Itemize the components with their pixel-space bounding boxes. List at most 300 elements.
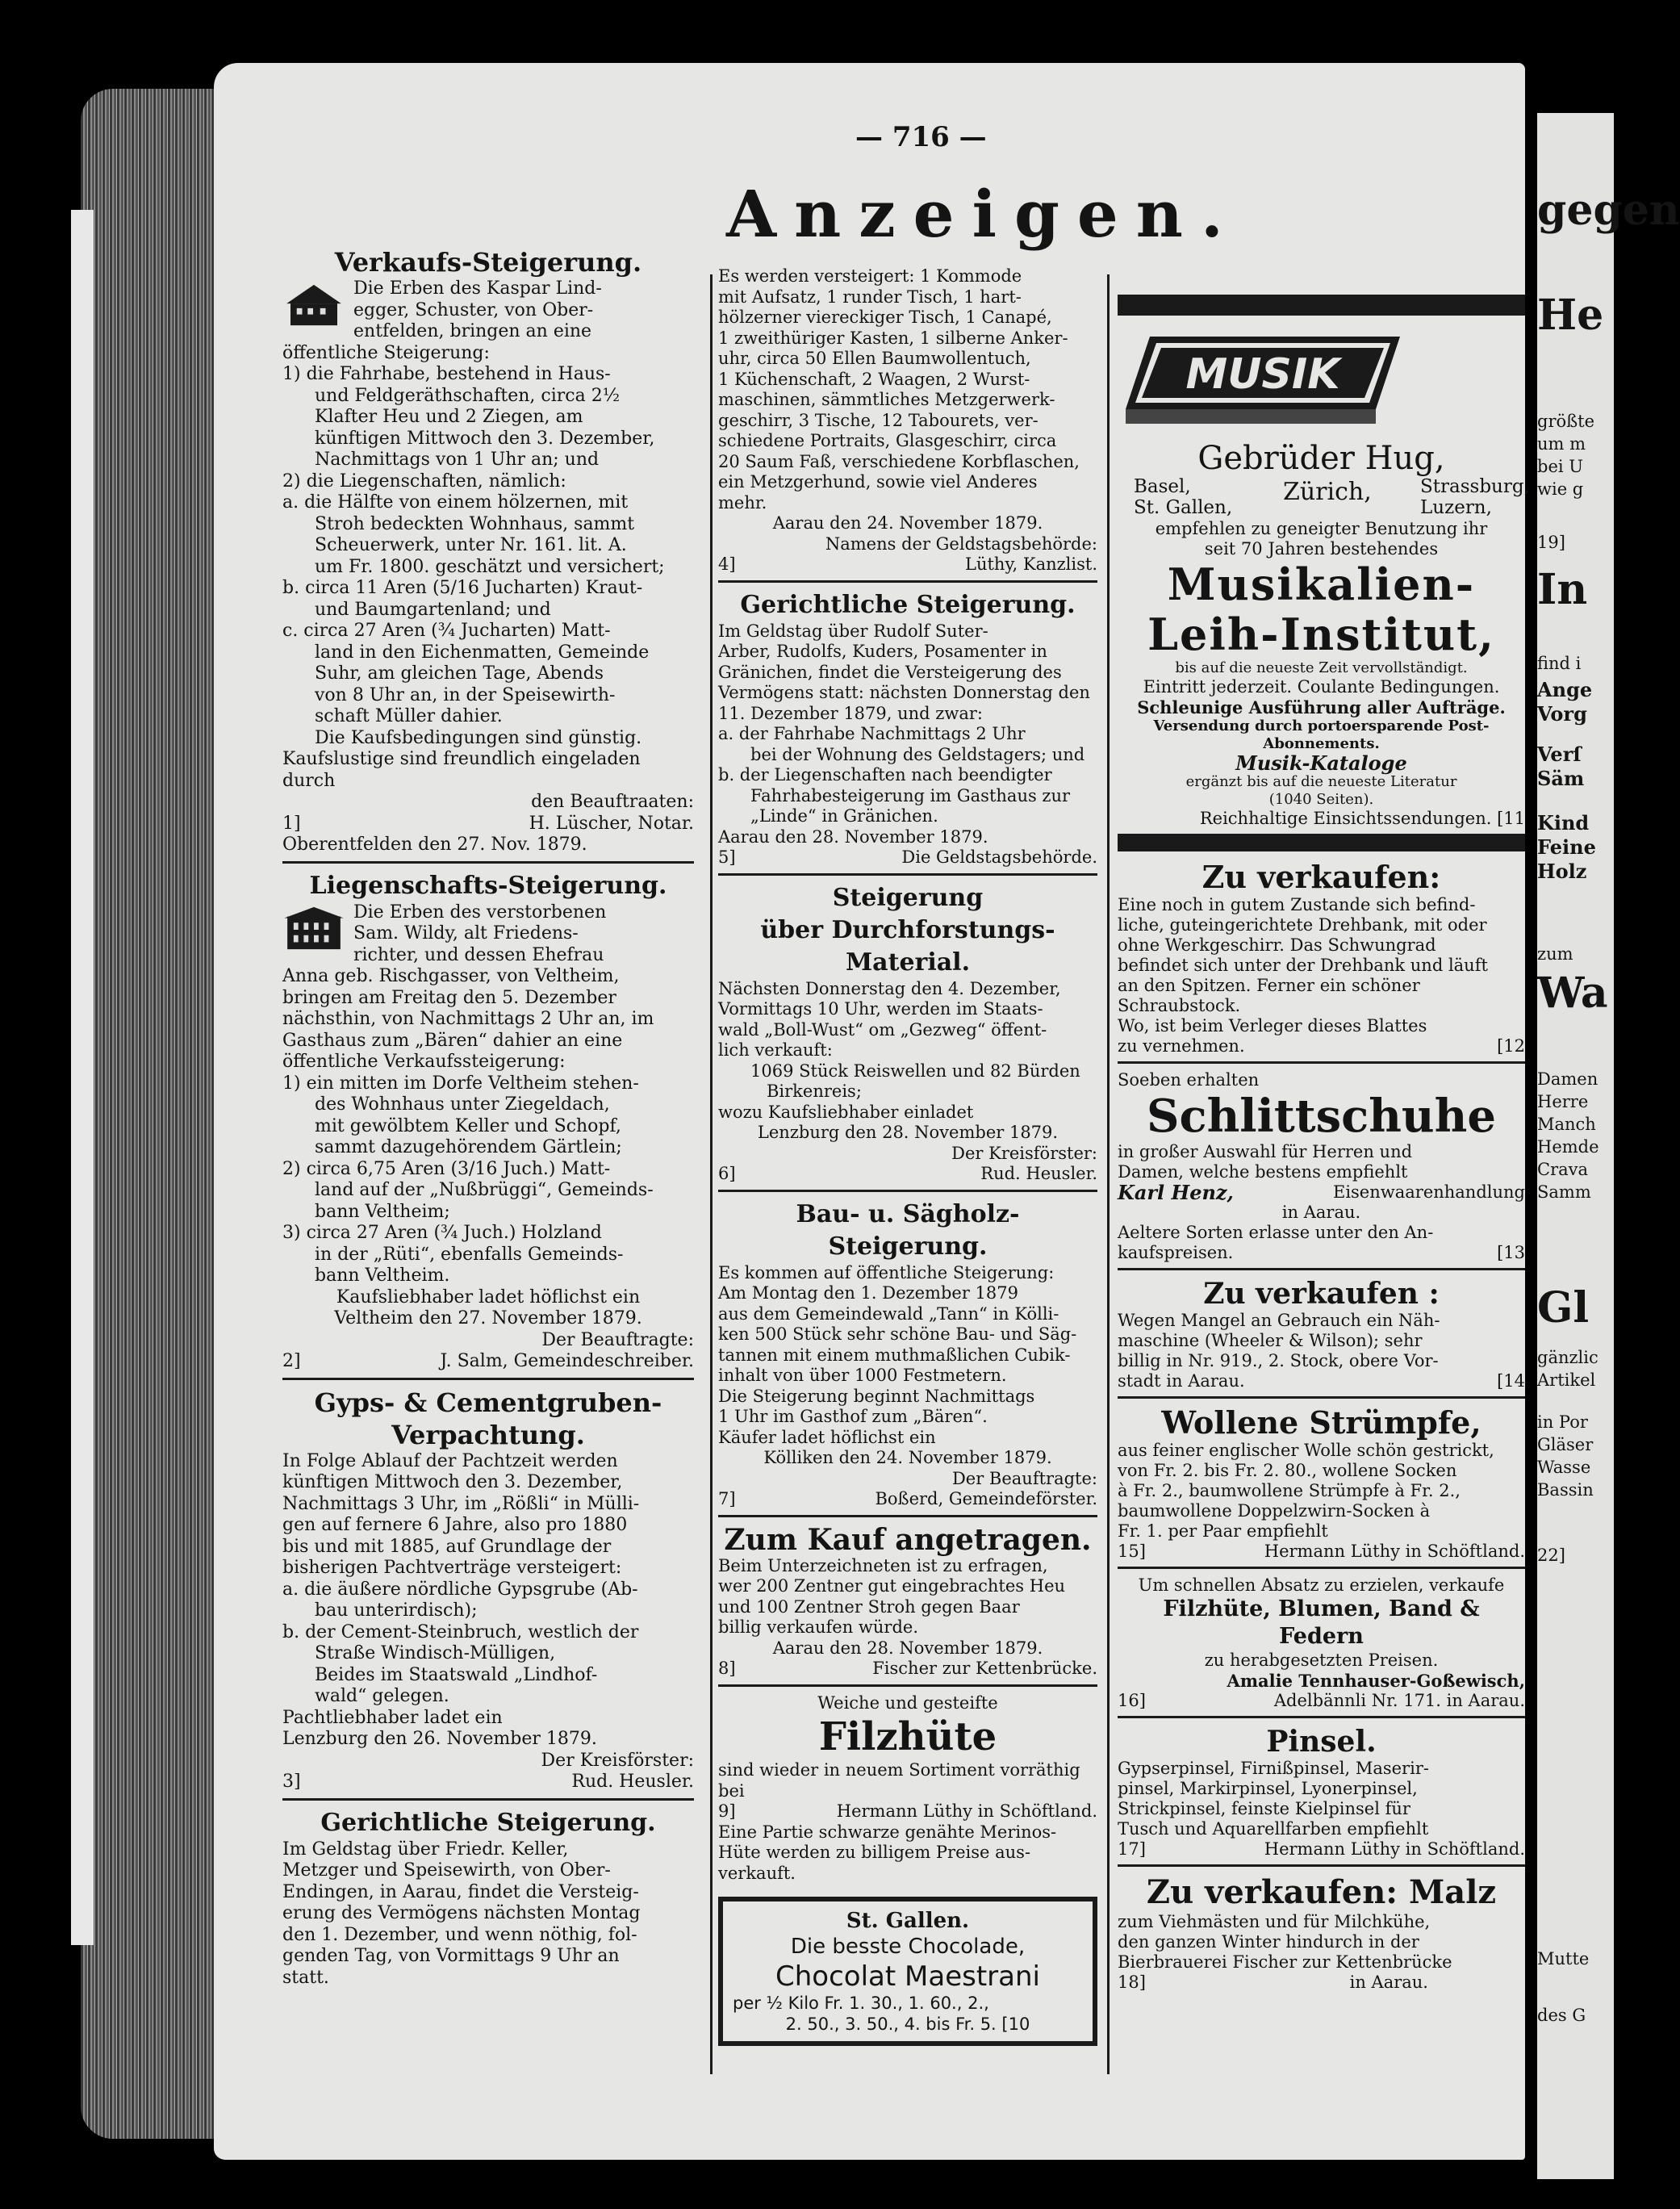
advert-number: 17] xyxy=(1118,1839,1146,1859)
city: St. Gallen, xyxy=(1134,497,1233,518)
text-line: Wo, ist beim Verleger dieses Blattes xyxy=(1118,1016,1427,1035)
text-line: bringen am Freitag den 5. Dezember xyxy=(282,987,616,1008)
adjacent-text: größte xyxy=(1537,412,1595,431)
text-line: Es werden versteigert: 1 Kommode xyxy=(718,266,1022,286)
text-line: Vormittags 10 Uhr, werden im Staats- xyxy=(718,999,1043,1019)
advert-title: St. Gallen. xyxy=(846,1909,970,1933)
text-line: Aarau den 28. November 1879. xyxy=(718,826,988,847)
advert-divider xyxy=(1118,1061,1525,1064)
adjacent-text: Manch xyxy=(1537,1115,1596,1134)
text-line: seit 70 Jahren bestehendes xyxy=(1204,539,1439,559)
text-line: billig verkaufen würde. xyxy=(718,1617,919,1637)
advert-divider xyxy=(1118,1716,1525,1718)
advert xyxy=(282,246,694,856)
text-line: um Fr. 1800. geschätzt und versichert; xyxy=(315,556,665,577)
text-line: bis auf die neueste Zeit vervollständigt. xyxy=(1175,659,1468,676)
adjacent-text: 19] xyxy=(1537,533,1565,552)
advert xyxy=(1118,1277,1525,1391)
text-line: Käufer ladet höflichst ein xyxy=(718,1427,936,1447)
text-line: Der Kreisförster: xyxy=(951,1143,1097,1163)
text-line: Arber, Rudolfs, Kuders, Posamenter in xyxy=(718,642,1047,661)
headline: Leih-Institut, xyxy=(1147,609,1495,660)
text-line: 1 zweithüriger Kasten, 1 silberne Anker- xyxy=(718,328,1068,348)
text-line: 11. Dezember 1879, und zwar: xyxy=(718,703,983,723)
text-line: Am Montag den 1. Dezember 1879 xyxy=(718,1283,1018,1303)
advert-title: über Durchforstungs-Material. xyxy=(760,915,1055,977)
merchant-name: Karl Henz, xyxy=(1118,1181,1234,1204)
adjacent-text: des G xyxy=(1537,2006,1586,2025)
text-line: bei xyxy=(718,1780,745,1801)
text-line: Oberentfelden den 27. Nov. 1879. xyxy=(282,835,587,855)
decorative-bar xyxy=(1118,834,1525,851)
adjacent-text: Verſ xyxy=(1537,743,1582,766)
column-divider xyxy=(710,274,713,2074)
text-line: ken 500 Stück sehr schöne Bau- und Säg- xyxy=(718,1324,1077,1344)
text-line: Nachmittags 3 Uhr, im „Rößli“ in Mülli- xyxy=(282,1493,640,1514)
city: Strassburg, xyxy=(1420,476,1530,497)
advert xyxy=(282,1387,694,1793)
text-line: mit Aufsatz, 1 runder Tisch, 1 hart- xyxy=(718,287,1022,307)
text-line: ergänzt bis auf die neueste Literatur xyxy=(1185,773,1457,790)
text-line: und Feldgeräthschaften, circa 2½ xyxy=(315,385,621,406)
text-line: Eine noch in gutem Zustande sich befind- xyxy=(1118,895,1476,914)
text-line: 1069 Stück Reiswellen und 82 Bürden xyxy=(750,1061,1080,1081)
text-line: maschine (Wheeler & Wilson); sehr xyxy=(1118,1331,1423,1350)
text-line: sammt dazugehörendem Gärtlein; xyxy=(315,1137,622,1157)
text-line: Gränichen, findet die Versteigerung des xyxy=(718,662,1062,682)
column-1 xyxy=(282,246,694,1989)
adjacent-text: find i xyxy=(1537,654,1582,673)
advert xyxy=(718,1199,1097,1510)
advert-number: 1] xyxy=(282,813,301,834)
page-number: — 716 — xyxy=(855,121,987,153)
advert xyxy=(282,1807,694,1989)
text-line: liche, guteingerichtete Drehbank, mit oder xyxy=(1118,915,1487,935)
adjacent-text: Ange xyxy=(1537,678,1593,701)
advert-divider xyxy=(718,873,1097,876)
page-title: Anzeigen. xyxy=(726,176,1241,252)
adjacent-text: Samm xyxy=(1537,1182,1591,1202)
text-line: erung des Vermögens nächsten Montag xyxy=(282,1903,641,1923)
adjacent-text: Herre xyxy=(1537,1092,1589,1111)
text-line: Kaufsliebhaber ladet höflichst ein xyxy=(336,1286,641,1307)
text-line: b. circa 11 Aren (5/16 Jucharten) Kraut- xyxy=(282,578,643,598)
advert xyxy=(1118,1070,1525,1263)
text-line: bisherigen Pachtverträge versteigert: xyxy=(282,1558,622,1578)
text-line: aus dem Gemeindewald „Tann“ in Kölli- xyxy=(718,1303,1059,1324)
text-line: Scheuerwerk, unter Nr. 161. lit. A. xyxy=(315,535,627,555)
text-line: durch xyxy=(282,770,336,791)
advert-divider xyxy=(1118,1567,1525,1569)
signature: Rud. Heusler. xyxy=(571,1772,694,1792)
text-line: 1 Uhr im Gasthof zum „Bären“. xyxy=(718,1407,988,1426)
text-line: genden Tag, von Vormittags 9 Uhr an xyxy=(282,1946,620,1966)
signature: J. Salm, Gemeindeschreiber. xyxy=(440,1351,694,1371)
text-line: Fr. 1. per Paar empfiehlt xyxy=(1118,1521,1328,1541)
adjacent-text: um m xyxy=(1537,434,1586,454)
advert-number: 18] xyxy=(1118,1973,1146,1992)
signature: Hermann Lüthy in Schöftland. xyxy=(1264,1839,1525,1859)
text-line: geschirr, 3 Tische, 12 Tabourets, ver- xyxy=(718,410,1039,430)
advert-title: Zu verkaufen : xyxy=(1203,1277,1440,1311)
text-line: richter, und dessen Ehefrau xyxy=(353,944,604,965)
music-logo-text: MUSIK xyxy=(1185,350,1340,399)
text-line: Beides im Staatswald „Lindhof- xyxy=(315,1664,598,1685)
text-line: land in den Eichenmatten, Gemeinde xyxy=(315,642,650,663)
advert-title: Wollene Strümpfe, xyxy=(1161,1404,1481,1441)
text-line: Tusch und Aquarellfarben empfiehlt xyxy=(1118,1819,1429,1839)
advert-number: 4] xyxy=(718,554,736,574)
text-line: Versendung durch portoersparende Post-Abonnements. xyxy=(1153,718,1490,752)
brand-name: Chocolat Maestrani xyxy=(775,1960,1040,1993)
text-line: Stroh bedeckten Wohnhaus, sammt xyxy=(315,513,635,534)
text-line: bann Veltheim; xyxy=(315,1201,450,1222)
adjacent-text: gänzlic xyxy=(1537,1348,1599,1367)
text-line: Bierbrauerei Fischer zur Kettenbrücke xyxy=(1118,1952,1452,1972)
text-line: inhalt von über 1000 Festmetern. xyxy=(718,1366,1007,1385)
text-line: Musik-Kataloge xyxy=(1235,751,1407,775)
advert-divider xyxy=(1118,1864,1525,1867)
text-line: von 8 Uhr an, in der Speisewirth- xyxy=(315,684,616,705)
adjacent-text: Crava xyxy=(1537,1160,1589,1179)
adjacent-page xyxy=(1537,113,1680,2179)
text-line: Nachmittags von 1 Uhr an; und xyxy=(315,450,600,470)
advert-divider xyxy=(282,861,694,864)
text-line: Eintritt jederzeit. Coulante Bedingungen. xyxy=(1143,677,1500,697)
text-line: ohne Werkgeschirr. Das Schwungrad xyxy=(1118,935,1436,955)
signature: Adelbännli Nr. 171. in Aarau. xyxy=(1273,1691,1525,1710)
advert-divider xyxy=(282,1798,694,1801)
text-line: Endingen, in Aarau, findet die Versteig- xyxy=(282,1881,639,1902)
adjacent-text: Bassin xyxy=(1537,1480,1594,1500)
city: Zürich, xyxy=(1283,478,1372,506)
text-line: Die Kaufsbedingungen sind günstig. xyxy=(315,727,642,748)
advert-number: 3] xyxy=(282,1772,301,1792)
text-line: 2. 50., 3. 50., 4. bis Fr. 5. [10 xyxy=(785,2014,1030,2034)
text-line: wald „Boll-Wust“ om „Gezweg“ öffent- xyxy=(718,1019,1047,1040)
text-line: Veltheim den 27. November 1879. xyxy=(334,1308,642,1328)
column-3 xyxy=(1118,295,1530,1993)
text-line: a. der Fahrhabe Nachmittags 2 Uhr xyxy=(718,724,1026,743)
text-line: Amalie Tennhauser-Goßewisch, xyxy=(1227,1671,1525,1691)
text-line: Gasthaus zum „Bären“ dahier an eine xyxy=(282,1030,623,1051)
text-line: Soeben erhalten xyxy=(1118,1070,1260,1090)
adjacent-text: gegen xyxy=(1537,186,1680,235)
advert xyxy=(1118,295,1530,851)
text-line: künftigen Mittwoch den 3. Dezember, xyxy=(282,1472,623,1492)
text-line: stadt in Aarau. xyxy=(1118,1371,1245,1391)
adjacent-text: Vorg xyxy=(1537,702,1587,726)
advert-number: 9] xyxy=(718,1801,736,1821)
text-line: 1) ein mitten im Dorfe Veltheim stehen- xyxy=(282,1073,639,1094)
advert-title: Pinsel. xyxy=(1266,1725,1377,1759)
text-line: 1 Küchenschaft, 2 Waagen, 2 Wurst- xyxy=(718,369,1030,389)
signature: Boßerd, Gemeindeförster. xyxy=(875,1489,1097,1508)
adjacent-text: Hemde xyxy=(1537,1137,1599,1157)
advert-number: [13 xyxy=(1497,1243,1525,1262)
text-line: Wegen Mangel an Gebrauch ein Näh- xyxy=(1118,1311,1440,1330)
text-line: Vermögens statt: nächsten Donnerstag den xyxy=(718,683,1090,702)
advert-number: 5] xyxy=(718,847,736,867)
adjacent-text: Feine xyxy=(1537,835,1596,859)
text-line: Metzger und Speisewirth, von Ober- xyxy=(282,1860,611,1881)
book-edge xyxy=(81,89,218,2139)
music-logo xyxy=(1118,328,1408,429)
advert xyxy=(1118,1575,1525,1711)
text-line: b. der Liegenschaften nach beendigter xyxy=(718,765,1052,784)
text-line: Die Erben des Kaspar Lind- xyxy=(353,278,602,299)
adjacent-text: in Por xyxy=(1537,1412,1588,1432)
adjacent-text: bei U xyxy=(1537,457,1583,476)
text-line: (1040 Seiten). xyxy=(1268,791,1374,808)
advert-divider xyxy=(282,1378,694,1380)
chocolate-advert xyxy=(718,1897,1097,2046)
advert-number: 15] xyxy=(1118,1542,1146,1561)
text-line: Hüte werden zu billigem Preise aus- xyxy=(718,1843,1031,1862)
headline: Musikalien- xyxy=(1167,559,1476,610)
text-line: Eisenwaarenhandlung xyxy=(1332,1182,1525,1202)
text-line: land auf der „Nußbrüggi“, Gemeinds- xyxy=(315,1180,654,1200)
text-line: mehr. xyxy=(718,492,767,513)
text-line: Die Erben des verstorbenen xyxy=(353,902,607,923)
city: Basel, xyxy=(1134,476,1191,497)
text-line: billig in Nr. 919., 2. Stock, obere Vor- xyxy=(1118,1351,1439,1370)
adjacent-text: Gläser xyxy=(1537,1435,1594,1454)
adjacent-text: wie g xyxy=(1537,479,1584,499)
text-line: Lenzburg den 26. November 1879. xyxy=(282,1729,597,1749)
text-line: Kölliken den 24. November 1879. xyxy=(763,1448,1052,1467)
text-line: in Aarau. xyxy=(1281,1203,1361,1222)
text-line: Aarau den 28. November 1879. xyxy=(772,1638,1043,1658)
text-line: wozu Kaufsliebhaber einladet xyxy=(718,1102,974,1122)
text-line: egger, Schuster, von Ober- xyxy=(353,299,594,320)
signature: Hermann Lüthy in Schöftland. xyxy=(836,1801,1097,1821)
text-line: Eine Partie schwarze genähte Merinos- xyxy=(718,1822,1057,1842)
text-line: und Baumgartenland; und xyxy=(315,599,551,620)
advert-title: Gyps- & Cementgruben- xyxy=(314,1387,662,1418)
text-line: Reichhaltige Einsichtssendungen. [11 xyxy=(1199,809,1525,828)
text-line: uhr, circa 50 Ellen Baumwollentuch, xyxy=(718,349,1031,368)
advert-divider xyxy=(718,1515,1097,1517)
text-line: den ganzen Winter hindurch in der xyxy=(1118,1932,1419,1952)
adjacent-text: Kind xyxy=(1537,811,1590,835)
text-line: wald“ gelegen. xyxy=(315,1686,449,1706)
text-line: wer 200 Zentner gut eingebrachtes Heu xyxy=(718,1576,1066,1596)
text-line: bis und mit 1885, auf Grundlage der xyxy=(282,1536,612,1557)
text-line: künftigen Mittwoch den 3. Dezember, xyxy=(315,428,655,449)
text-line: den 1. Dezember, und wenn nöthig, fol- xyxy=(282,1924,637,1945)
column-divider xyxy=(1107,274,1110,2074)
text-line: 20 Saum Faß, verschiedene Korbflaschen, xyxy=(718,451,1080,471)
house-illustration xyxy=(282,282,345,328)
advert-divider xyxy=(718,1684,1097,1687)
text-line: Der Beauftragte: xyxy=(541,1329,694,1350)
text-line: öffentliche Steigerung: xyxy=(282,342,490,363)
text-line: den Beauftraaten: xyxy=(531,792,694,812)
city: Luzern, xyxy=(1420,497,1492,518)
text-line: in großer Auswahl für Herren und xyxy=(1118,1142,1413,1161)
advert-divider xyxy=(718,1190,1097,1192)
adjacent-text: He xyxy=(1537,291,1604,340)
text-line: a. die Hälfte von einem hölzernen, mit xyxy=(282,492,629,513)
text-line: Suhr, am gleichen Tage, Abends xyxy=(315,663,604,684)
advert-title: Filzhüte xyxy=(818,1714,997,1759)
advert-title: Gerichtliche Steigerung. xyxy=(740,590,1076,619)
advert-title: Liegenschafts-Steigerung. xyxy=(309,871,667,900)
advert-title: Zu verkaufen: xyxy=(1201,859,1441,895)
adjacent-text: Gl xyxy=(1537,1283,1590,1333)
adjacent-text: Wasse xyxy=(1537,1458,1591,1477)
text-line: Lenzburg den 28. November 1879. xyxy=(757,1123,1059,1142)
text-line: öffentliche Verkaufssteigerung: xyxy=(282,1052,566,1072)
text-line: Kaufslustige sind freundlich eingeladen xyxy=(282,749,641,769)
adjacent-text: Säm xyxy=(1537,767,1585,790)
text-line: mit gewölbtem Keller und Schopf, xyxy=(315,1115,621,1136)
advert-number: [14 xyxy=(1497,1371,1525,1391)
advert xyxy=(1118,860,1525,1056)
text-line: Weiche und gesteifte xyxy=(817,1692,998,1713)
text-line: aus feiner englischer Wolle schön gestrickt, xyxy=(1118,1441,1494,1460)
text-line: Strickpinsel, feinste Kielpinsel für xyxy=(1118,1799,1410,1818)
advert-title: Verpachtung. xyxy=(391,1419,585,1450)
text-line: Die besste Chocolade, xyxy=(790,1935,1026,1959)
text-line: Fahrhabesteigerung im Gasthaus zur xyxy=(750,785,1071,805)
text-line: kaufspreisen. xyxy=(1118,1243,1234,1262)
signature: H. Lüscher, Notar. xyxy=(529,813,694,834)
advert-number: [12 xyxy=(1497,1036,1525,1056)
text-line: Pachtliebhaber ladet ein xyxy=(282,1707,503,1728)
text-line: bau unterirdisch); xyxy=(315,1600,478,1621)
advert xyxy=(718,266,1097,575)
text-line: tannen mit einem muthmaßlichen Cubik- xyxy=(718,1345,1071,1365)
decorative-bar xyxy=(1118,295,1525,316)
advert-number: 2] xyxy=(282,1351,301,1371)
text-line: baumwollene Doppelzwirn-Socken à xyxy=(1118,1501,1431,1521)
text-line: von Fr. 2. bis Fr. 2. 80., wollene Socken xyxy=(1118,1461,1457,1480)
text-line: befindet sich unter der Drehbank und läuft xyxy=(1118,956,1488,975)
advert-number: 7] xyxy=(718,1489,736,1508)
advert xyxy=(1118,1405,1525,1562)
advert-title: Bau- u. Sägholz-Steigerung. xyxy=(796,1199,1020,1261)
text-line: Im Geldstag über Rudolf Suter- xyxy=(718,621,988,641)
text-line: Nächsten Donnerstag den 4. Dezember, xyxy=(718,978,1061,998)
text-line: In Folge Ablauf der Pachtzeit werden xyxy=(282,1450,618,1471)
text-line: hölzerner viereckiger Tisch, 1 Canapé, xyxy=(718,308,1052,327)
city-list xyxy=(1118,476,1530,519)
column-2 xyxy=(718,266,1097,2046)
text-line: bann Veltheim. xyxy=(315,1266,450,1286)
advert-divider xyxy=(1118,1268,1525,1270)
advert-divider xyxy=(1118,1396,1525,1399)
text-line: Straße Windisch-Mülligen, xyxy=(315,1643,556,1663)
text-line: empfehlen zu geneigter Benutzung ihr xyxy=(1155,519,1488,538)
adjacent-text: Wa xyxy=(1537,969,1608,1018)
text-line: nächsthin, von Nachmittags 2 Uhr an, im xyxy=(282,1009,654,1029)
text-line: Der Kreisförster: xyxy=(541,1750,694,1771)
text-line: Aeltere Sorten erlasse unter den An- xyxy=(1118,1223,1434,1242)
signature: Fischer zur Kettenbrücke. xyxy=(872,1659,1097,1678)
adjacent-text: Artikel xyxy=(1537,1370,1596,1390)
signature: Die Geldstagsbehörde. xyxy=(901,847,1097,867)
text-line: entfelden, bringen an eine xyxy=(353,321,592,341)
text-line: und 100 Zentner Stroh gegen Baar xyxy=(718,1596,1020,1617)
advert xyxy=(282,870,694,1373)
text-line: Die Steigerung beginnt Nachmittags xyxy=(718,1386,1035,1406)
text-line: zu herabgesetzten Preisen. xyxy=(1204,1650,1439,1670)
text-line: sind wieder in neuem Sortiment vorräthig xyxy=(718,1760,1080,1780)
text-line: gen auf fernere 6 Jahre, also pro 1880 xyxy=(282,1515,628,1535)
text-line: Aarau den 24. November 1879. xyxy=(772,513,1043,533)
text-line: statt. xyxy=(282,1967,329,1988)
advert-number: 8] xyxy=(718,1659,736,1678)
text-line: 2) die Liegenschaften, nämlich: xyxy=(282,471,566,492)
advert xyxy=(1118,1725,1525,1860)
text-line: in Aarau. xyxy=(1349,1973,1428,1992)
text-line: bei der Wohnung des Geldstagers; und xyxy=(750,744,1085,764)
text-line: Der Beauftragte: xyxy=(951,1468,1097,1488)
text-line: Im Geldstag über Friedr. Keller, xyxy=(282,1839,569,1860)
text-line: „Linde“ in Gränichen. xyxy=(750,806,938,826)
advert-title: Verkaufs-Steigerung. xyxy=(334,247,642,278)
advert-title: Gerichtliche Steigerung. xyxy=(320,1808,656,1837)
company-name: Gebrüder Hug, xyxy=(1197,440,1445,477)
text-line: Damen, welche bestens empfiehlt xyxy=(1118,1162,1408,1182)
text-line: lich verkauft: xyxy=(718,1040,833,1060)
text-line: Gypserpinsel, Firnißpinsel, Maserir- xyxy=(1118,1759,1429,1778)
advert-title: Zu verkaufen: Malz xyxy=(1146,1873,1497,1911)
text-line: in der „Rüti“, ebenfalls Gemeinds- xyxy=(315,1244,624,1265)
text-line: à Fr. 2., baumwollene Strümpfe à Fr. 2., xyxy=(1118,1481,1461,1500)
text-line: pinsel, Markirpinsel, Lyonerpinsel, xyxy=(1118,1779,1418,1798)
signature: Lüthy, Kanzlist. xyxy=(965,554,1097,574)
text-line: Sam. Wildy, alt Friedens- xyxy=(353,923,579,943)
text-line: 3) circa 27 Aren (¾ Juch.) Holzland xyxy=(282,1223,602,1243)
adjacent-text: Damen xyxy=(1537,1069,1599,1089)
advert xyxy=(718,1524,1097,1680)
page-margin-strip xyxy=(71,210,94,1945)
text-line: Schleunige Ausführung aller Aufträge. xyxy=(1137,697,1506,718)
advert-title: Steigerung xyxy=(832,883,984,912)
text-line: Schraubstock. xyxy=(1118,996,1241,1015)
text-line: an den Spitzen. Ferner ein schöner xyxy=(1118,976,1420,995)
text-line: b. der Cement-Steinbruch, westlich der xyxy=(282,1621,639,1642)
adjacent-text: Mutte xyxy=(1537,1949,1590,1968)
text-line: Anna geb. Rischgasser, von Veltheim, xyxy=(282,966,620,986)
advert-title: Filzhüte, Blumen, Band & Federn xyxy=(1163,1596,1480,1649)
text-line: Es kommen auf öffentliche Steigerung: xyxy=(718,1262,1055,1282)
text-line: Um schnellen Absatz zu erzielen, verkaufe xyxy=(1138,1575,1505,1595)
text-line: Klafter Heu und 2 Ziegen, am xyxy=(315,407,583,427)
advert xyxy=(718,589,1097,868)
advert-number: 6] xyxy=(718,1164,736,1183)
adjacent-text: In xyxy=(1537,565,1588,614)
advert-title: Schlittschuhe xyxy=(1147,1090,1496,1143)
adjacent-text: Holz xyxy=(1537,860,1587,883)
adjacent-text: zum xyxy=(1537,944,1573,964)
text-line: 1) die Fahrhabe, bestehend in Haus- xyxy=(282,364,611,384)
text-line: zum Viehmästen und für Milchkühe, xyxy=(1118,1912,1431,1931)
advert-title: Zum Kauf angetragen. xyxy=(724,1522,1092,1557)
advert-divider xyxy=(718,580,1097,583)
text-line: Namens der Geldstagsbehörde: xyxy=(825,533,1097,554)
advert xyxy=(718,882,1097,1185)
building-illustration xyxy=(282,906,345,952)
signature: Hermann Lüthy in Schöftland. xyxy=(1264,1542,1525,1561)
text-line: Beim Unterzeichneten ist zu erfragen, xyxy=(718,1555,1048,1575)
advert-number: 16] xyxy=(1118,1691,1146,1710)
text-line: verkauft. xyxy=(718,1863,796,1883)
text-line: c. circa 27 Aren (¾ Jucharten) Matt- xyxy=(282,621,611,641)
